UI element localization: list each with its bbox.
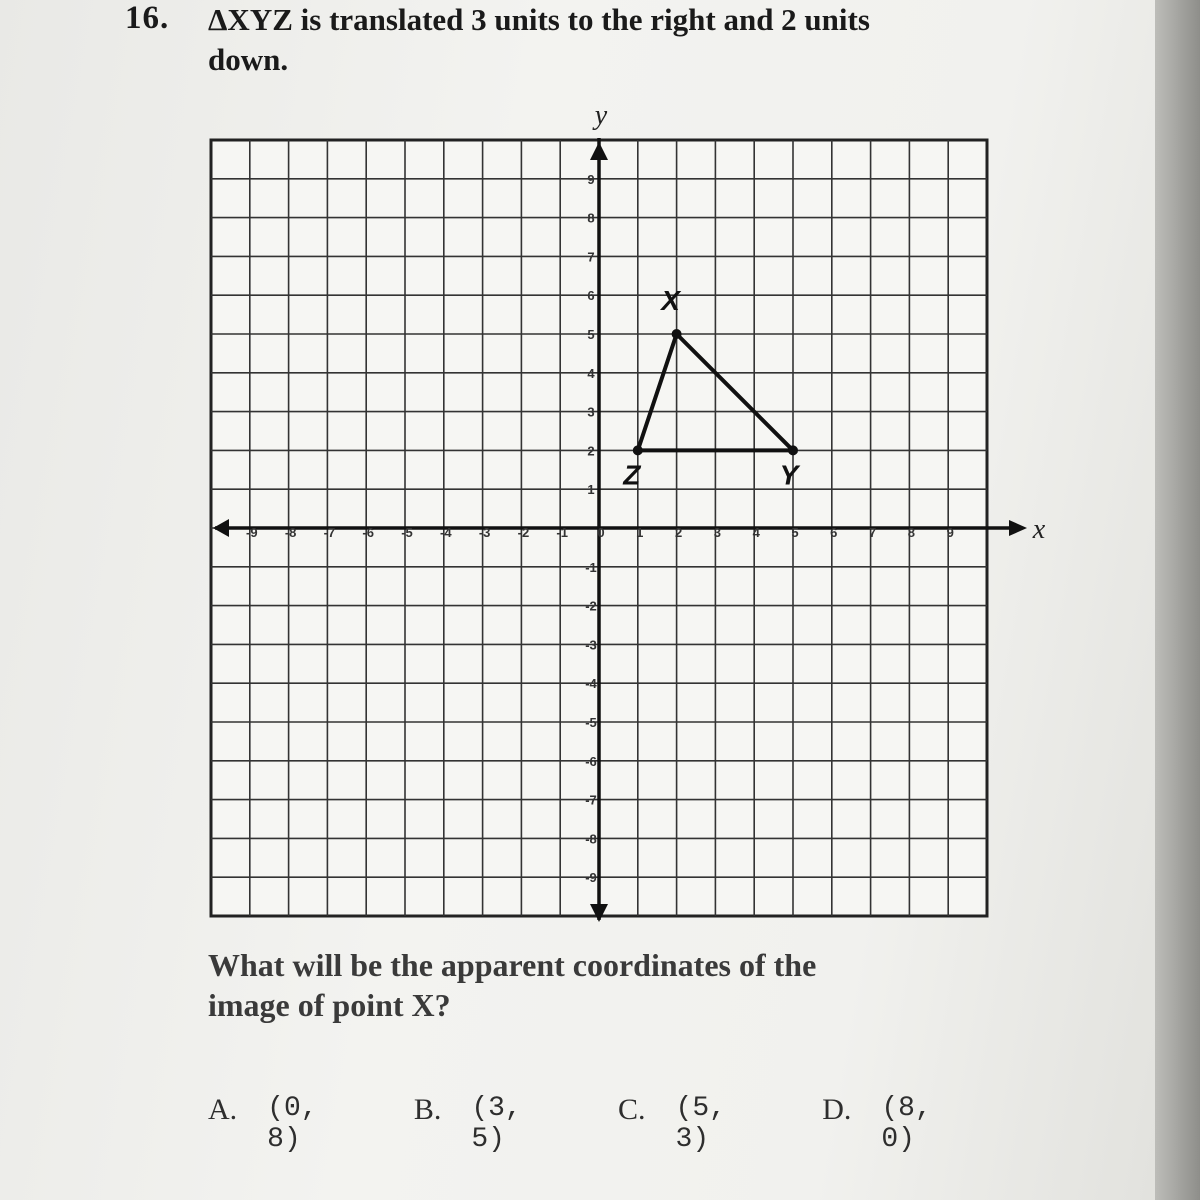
y-tick-label: 7 (587, 249, 595, 265)
choice-d-letter: D. (822, 1093, 852, 1126)
question-text (208, 0, 1028, 80)
choice-c[interactable] (618, 1093, 774, 1155)
x-tick-label: 9 (946, 525, 954, 540)
choice-a[interactable] (208, 1093, 366, 1155)
y-tick-label: -7 (585, 792, 597, 808)
vertex-label-z: Z (623, 459, 641, 491)
question-text-line-1: ΔXYZ is translated 3 units to the right and 2 units (208, 2, 870, 37)
x-tick-label: -9 (246, 525, 258, 540)
x-tick-label: 5 (791, 525, 799, 540)
coordinate-plane-svg (195, 100, 1046, 930)
x-tick-label: 7 (868, 525, 877, 540)
x-tick-label: 6 (830, 525, 838, 540)
y-tick-label: 2 (587, 443, 595, 459)
y-tick-label: -2 (585, 598, 597, 614)
x-tick-label: 2 (674, 525, 683, 540)
y-tick-label: -4 (585, 676, 597, 692)
y-tick-label: 4 (587, 365, 595, 381)
x-axis-label: x (1032, 514, 1046, 545)
x-tick-label: -1 (556, 525, 568, 540)
question-text-line-2: down. (208, 42, 289, 77)
choice-b[interactable] (414, 1093, 570, 1155)
y-tick-label: -8 (585, 831, 597, 847)
choice-c-value: (5, 3) (675, 1093, 726, 1155)
y-tick-label: -9 (585, 870, 597, 886)
choice-d-value: (8, 0) (881, 1093, 932, 1155)
vertex-label-x: X (661, 285, 680, 316)
screen-edge (1155, 0, 1200, 1200)
x-tick-label: -4 (440, 525, 452, 540)
y-tick-label: -3 (585, 637, 597, 653)
prompt-line-1: What will be the apparent coordinates of the (208, 947, 817, 983)
x-tick-label: -8 (284, 525, 297, 540)
choice-c-letter: C. (618, 1093, 646, 1126)
x-tick-label: -2 (517, 525, 530, 540)
x-tick-label: 4 (752, 525, 760, 540)
coordinate-plane (195, 100, 1046, 930)
y-tick-label: -1 (585, 559, 597, 575)
choice-a-letter: A. (208, 1093, 238, 1126)
x-tick-label: -6 (362, 525, 374, 540)
answer-choices (208, 1093, 1028, 1155)
prompt-line-2: image of point X? (208, 987, 451, 1023)
y-axis-label: y (594, 100, 608, 131)
vertex-z (633, 445, 643, 455)
y-tick-label: -5 (585, 715, 597, 730)
choice-b-letter: B. (413, 1093, 442, 1126)
x-tick-label: -7 (323, 525, 336, 540)
y-tick-label: 3 (587, 404, 595, 420)
x-tick-label: 3 (713, 525, 722, 540)
y-tick-label: 6 (587, 288, 595, 304)
choice-a-value: (0, 8) (267, 1093, 318, 1155)
y-tick-label: 1 (587, 482, 595, 498)
question-number: 16. (125, 0, 170, 36)
y-tick-label: 5 (587, 327, 595, 342)
choice-d[interactable] (822, 1093, 980, 1155)
vertex-x (672, 329, 682, 339)
vertex-label-y: Y (779, 459, 799, 491)
x-tick-label: 0 (597, 525, 605, 540)
choice-b-value: (3, 5) (471, 1093, 522, 1155)
x-tick-label: -5 (401, 525, 413, 540)
x-tick-label: -3 (478, 525, 491, 540)
x-tick-label: 1 (636, 525, 644, 540)
y-tick-label: 8 (587, 210, 595, 226)
follow-up-question (208, 945, 968, 1025)
x-tick-label: 8 (907, 525, 916, 540)
vertex-y (788, 445, 798, 455)
y-tick-label: -6 (585, 753, 597, 769)
y-tick-label: 9 (587, 171, 595, 187)
